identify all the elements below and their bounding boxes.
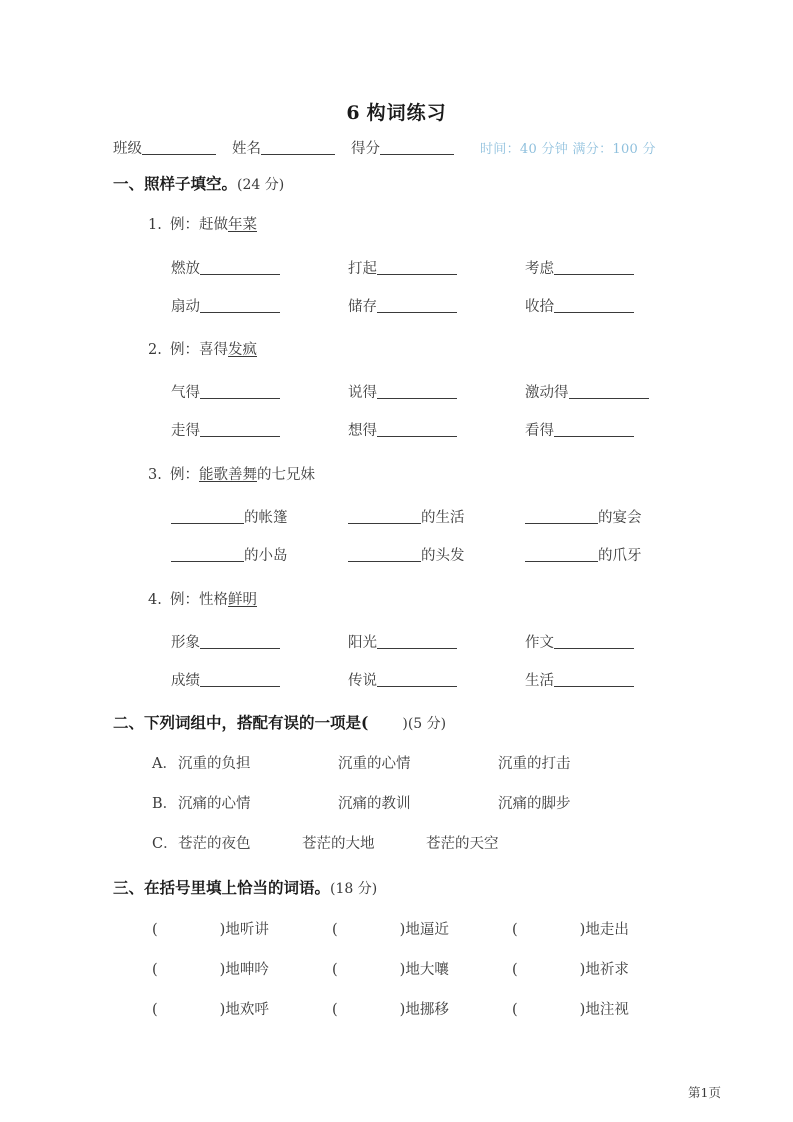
answer-blank[interactable]: [200, 298, 280, 313]
page-title: [0, 98, 793, 125]
answer-row-3-2: [171, 544, 701, 565]
answer-prompt: 激动得: [525, 385, 569, 401]
answer-cell[interactable]: [171, 381, 348, 402]
student-info-row: [113, 137, 693, 158]
name-blank[interactable]: [261, 140, 335, 155]
mc-phrase: 沉重的心情: [338, 756, 411, 772]
answer-blank[interactable]: [554, 422, 634, 437]
mc-option-c[interactable]: [152, 832, 550, 853]
title-text: 构词练习: [366, 102, 447, 124]
answer-cell[interactable]: [348, 544, 525, 565]
answer-cell[interactable]: [525, 669, 702, 690]
answer-row-1-1: [171, 257, 701, 278]
answer-blank[interactable]: [200, 672, 280, 687]
answer-cell[interactable]: [348, 631, 525, 652]
item-2-example-plain: 喜得: [199, 342, 228, 358]
answer-prompt: 气得: [171, 385, 200, 401]
answer-cell[interactable]: [525, 544, 702, 565]
page-footer: 第1页: [688, 1085, 721, 1100]
answer-prompt: 考虑: [525, 261, 554, 277]
answer-prompt: 走得: [171, 423, 200, 439]
answer-prompt: 作文: [525, 635, 554, 651]
answer-prompt: 传说: [348, 673, 377, 689]
answer-blank[interactable]: [377, 384, 457, 399]
bracket-cell[interactable]: ( )地祈求: [512, 962, 629, 978]
item-1-example-underlined: 年菜: [228, 217, 257, 233]
answer-cell[interactable]: [171, 669, 348, 690]
item-1-example-plain: 赶做: [199, 217, 228, 233]
score-label: 得分: [351, 141, 380, 157]
answer-suffix: 的爪牙: [598, 548, 642, 564]
mc-phrase: 沉重的负担: [178, 756, 251, 772]
section-3-text: 在括号里填上恰当的词语。: [144, 878, 331, 897]
name-field[interactable]: [232, 137, 335, 158]
answer-blank[interactable]: [525, 547, 598, 562]
mc-label-c: C．: [152, 836, 178, 852]
answer-suffix: 的帐篷: [244, 510, 288, 526]
class-blank[interactable]: [142, 140, 216, 155]
mc-option-b[interactable]: [152, 792, 658, 813]
answer-cell[interactable]: [348, 669, 525, 690]
mc-phrase: 沉痛的教训: [338, 796, 411, 812]
answer-cell[interactable]: [525, 257, 702, 278]
answer-blank[interactable]: [348, 509, 421, 524]
answer-blank[interactable]: [200, 422, 280, 437]
answer-prompt: 收拾: [525, 299, 554, 315]
bracket-cell[interactable]: ( )地欢呼: [152, 1002, 269, 1018]
answer-cell[interactable]: [171, 257, 348, 278]
item-2-example-underlined: 发疯: [228, 342, 257, 358]
bracket-cell[interactable]: ( )地注视: [512, 1002, 629, 1018]
answer-blank[interactable]: [377, 672, 457, 687]
answer-cell[interactable]: [525, 381, 702, 402]
answer-row-4-1: [171, 631, 701, 652]
section-3-number: 三、: [113, 878, 145, 897]
name-label: 姓名: [232, 141, 261, 157]
mc-phrase: 苍茫的天空: [426, 836, 499, 852]
answer-prompt: 扇动: [171, 299, 200, 315]
item-1-index: 1.: [148, 217, 162, 233]
answer-blank[interactable]: [554, 634, 634, 649]
answer-cell[interactable]: [171, 544, 348, 565]
item-3-example-underlined: 能歌善舞: [199, 467, 257, 483]
answer-blank[interactable]: [554, 260, 634, 275]
answer-prompt: 形象: [171, 635, 200, 651]
answer-row-2-2: [171, 419, 701, 440]
class-field[interactable]: [113, 137, 216, 158]
bracket-cell[interactable]: ( )地大嚷: [332, 962, 449, 978]
section-2-number: 二、: [113, 713, 145, 732]
answer-row-2-1: [171, 381, 701, 402]
section-heading-2: [113, 711, 446, 733]
item-4-example-label: 例：: [170, 592, 199, 608]
answer-prompt: 成绩: [171, 673, 200, 689]
bracket-cell[interactable]: ( )地走出: [512, 922, 629, 938]
mc-phrase: 沉痛的脚步: [498, 796, 571, 812]
bracket-suffix: 地注视: [585, 1002, 629, 1018]
answer-prompt: 生活: [525, 673, 554, 689]
bracket-suffix: 地祈求: [585, 962, 629, 978]
answer-suffix: 的宴会: [598, 510, 642, 526]
title-number: 6: [346, 102, 361, 124]
bracket-suffix: 地听讲: [225, 922, 269, 938]
answer-prompt: 燃放: [171, 261, 200, 277]
section-3-points: (18 分): [330, 881, 378, 897]
answer-row-4-2: [171, 669, 701, 690]
answer-blank[interactable]: [377, 260, 457, 275]
bracket-row-2: [152, 958, 692, 979]
bracket-suffix: 地走出: [585, 922, 629, 938]
section-2-text: 下列词组中，搭配有误的一项是(: [144, 713, 369, 732]
bracket-suffix: 地大嚷: [405, 962, 449, 978]
item-1-example-label: 例：: [170, 217, 199, 233]
mc-phrase: 沉重的打击: [498, 756, 571, 772]
mc-phrase: 沉痛的心情: [178, 796, 251, 812]
answer-blank[interactable]: [200, 384, 280, 399]
bracket-row-3: [152, 998, 692, 1019]
bracket-cell[interactable]: ( )地听讲: [152, 922, 269, 938]
answer-cell[interactable]: [348, 381, 525, 402]
score-blank[interactable]: [380, 140, 454, 155]
bracket-suffix: 地逼近: [405, 922, 449, 938]
answer-prompt: 储存: [348, 299, 377, 315]
item-3-example-plain-after: 的七兄妹: [257, 467, 315, 483]
answer-row-1-2: [171, 295, 701, 316]
answer-cell[interactable]: [171, 295, 348, 316]
section-heading-1: [113, 172, 284, 194]
item-4-example-underlined: 鲜明: [228, 592, 257, 608]
mc-option-a[interactable]: [152, 752, 658, 773]
answer-blank[interactable]: [171, 509, 244, 524]
section-1-text: 照样子填空。: [144, 174, 238, 193]
answer-prompt: 想得: [348, 423, 377, 439]
bracket-suffix: 地挪移: [405, 1002, 449, 1018]
section-2-paren-close: ): [402, 716, 408, 732]
answer-suffix: 的头发: [421, 548, 465, 564]
answer-blank[interactable]: [377, 634, 457, 649]
answer-cell[interactable]: [171, 419, 348, 440]
example-line-2: [148, 338, 257, 359]
mc-label-a: A．: [152, 756, 177, 772]
answer-prompt: 说得: [348, 385, 377, 401]
example-line-4: [148, 588, 257, 609]
answer-row-3-1: [171, 506, 701, 527]
bracket-suffix: 地呻吟: [225, 962, 269, 978]
answer-cell[interactable]: [348, 419, 525, 440]
answer-suffix: 的小岛: [244, 548, 288, 564]
mc-label-b: B．: [152, 796, 178, 812]
answer-cell[interactable]: [525, 295, 702, 316]
answer-cell[interactable]: [348, 295, 525, 316]
answer-cell[interactable]: [525, 419, 702, 440]
answer-blank[interactable]: [554, 298, 634, 313]
bracket-cell[interactable]: ( )地挪移: [332, 1002, 449, 1018]
answer-cell[interactable]: [525, 631, 702, 652]
section-1-number: 一、: [113, 174, 145, 193]
answer-cell[interactable]: [348, 506, 525, 527]
answer-blank[interactable]: [171, 547, 244, 562]
answer-blank[interactable]: [525, 509, 598, 524]
bracket-cell[interactable]: ( )地逼近: [332, 922, 449, 938]
answer-blank[interactable]: [569, 384, 649, 399]
item-2-index: 2.: [148, 342, 162, 358]
answer-prompt: 阳光: [348, 635, 377, 651]
section-1-points: (24 分): [237, 177, 285, 193]
section-heading-3: [113, 876, 377, 898]
mc-phrase: 苍茫的夜色: [178, 836, 251, 852]
class-label: 班级: [113, 141, 142, 157]
bracket-row-1: [152, 918, 692, 939]
item-3-example-label: 例：: [170, 467, 199, 483]
exam-meta: 时间：40 分钟 满分：100 分: [480, 142, 656, 157]
item-4-example-plain: 性格: [199, 592, 228, 608]
answer-blank[interactable]: [200, 634, 280, 649]
answer-cell[interactable]: [171, 631, 348, 652]
answer-blank[interactable]: [377, 298, 457, 313]
answer-suffix: 的生活: [421, 510, 465, 526]
answer-prompt: 看得: [525, 423, 554, 439]
answer-blank[interactable]: [348, 547, 421, 562]
answer-cell[interactable]: [348, 257, 525, 278]
example-line-1: [148, 213, 257, 234]
bracket-suffix: 地欢呼: [225, 1002, 269, 1018]
answer-cell[interactable]: [525, 506, 702, 527]
item-4-index: 4.: [148, 592, 162, 608]
item-3-index: 3.: [148, 467, 162, 483]
answer-cell[interactable]: [171, 506, 348, 527]
item-2-example-label: 例：: [170, 342, 199, 358]
section-2-points: (5 分): [407, 716, 447, 732]
answer-blank[interactable]: [200, 260, 280, 275]
example-line-3: [148, 463, 315, 484]
bracket-cell[interactable]: ( )地呻吟: [152, 962, 269, 978]
mc-phrase: 苍茫的大地: [302, 836, 375, 852]
score-field[interactable]: [351, 137, 454, 158]
answer-blank[interactable]: [377, 422, 457, 437]
answer-blank[interactable]: [554, 672, 634, 687]
answer-prompt: 打起: [348, 261, 377, 277]
